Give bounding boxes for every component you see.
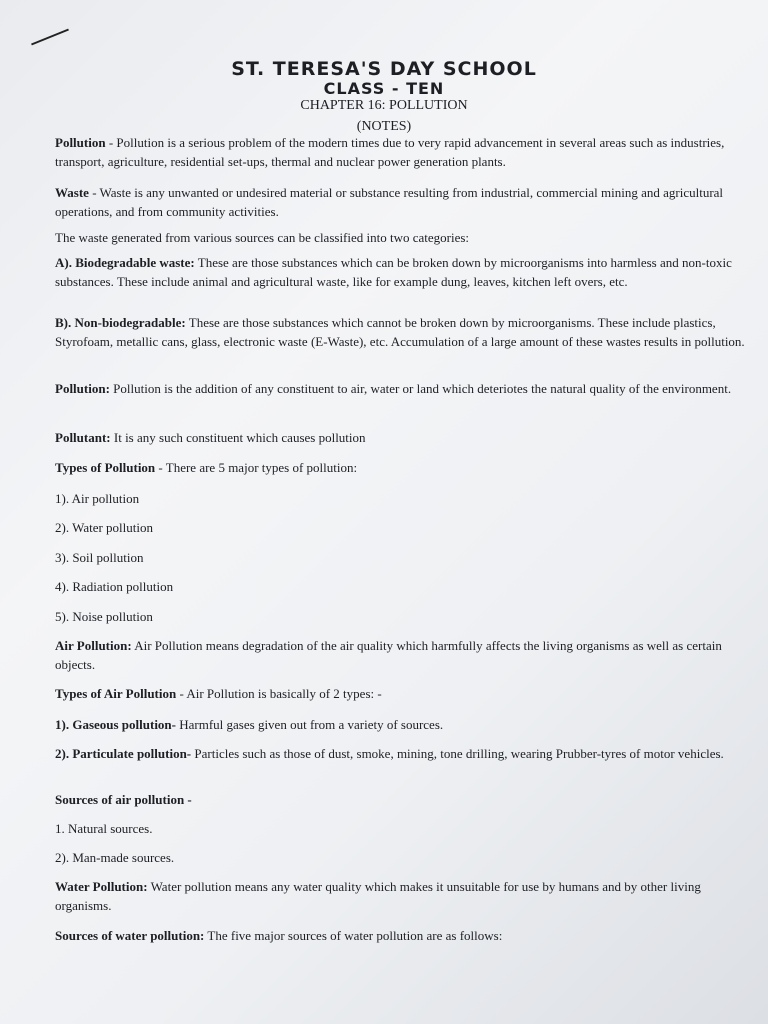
text: - Pollution is a serious problem of the modern times due to very rapid advancement in several areas such as industries, transport, agriculture, residential set-ups, thermal and nuclear power generation plants. (55, 135, 725, 169)
list-item: 2). Man-made sources. (55, 850, 175, 865)
pollutant-definition (55, 428, 750, 447)
text: These are those substances which cannot be broken down by microorganisms. These include plastics, Styrofoam, metallic cans, glass, electronic waste (E-Waste), etc. Accumulation of a large amount of these wastes results in pollution. (55, 315, 745, 349)
list-item: 1). Air pollution (55, 491, 140, 506)
text: Pollution is the addition of any constituent to air, water or land which deteriotes the natural quality of the environment. (109, 381, 732, 396)
air-pollution-paragraph (55, 636, 750, 674)
term: Pollutant: (55, 430, 111, 445)
waste-intro: The waste generated from various sources can be classified into two categories: (55, 230, 470, 245)
non-biodegradable-paragraph (55, 313, 750, 351)
text: - Air Pollution is basically of 2 types: - (176, 686, 382, 701)
term: B). Non-biodegradable: (55, 315, 186, 330)
list-item: 1. Natural sources. (55, 821, 153, 836)
sources-of-water-pollution (55, 926, 750, 945)
term: Air Pollution: (55, 638, 132, 653)
school-name: ST. TERESA'S DAY SCHOOL (231, 58, 537, 80)
chapter-title: CHAPTER 16: POLLUTION (300, 98, 468, 113)
notes-label: (NOTES) (356, 119, 412, 134)
air-pollution-types-heading (55, 684, 750, 703)
particulate-pollution (55, 744, 750, 763)
pollution-definition (55, 133, 750, 171)
term: Pollution (55, 135, 106, 150)
text: These are those substances which can be broken down by microorganisms into harmless and non-toxic substances. These include animal and agricultural waste, like for example dung, leaves, kitchen left overs, etc. (55, 255, 732, 289)
list-item: 2). Water pollution (55, 520, 154, 535)
term: Types of Pollution (55, 460, 156, 475)
class-label: CLASS - TEN (323, 79, 445, 98)
water-pollution-paragraph (55, 877, 750, 915)
text: Particles such as those of dust, smoke, mining, tone drilling, wearing Prubber-tyres of motor vehicles. (191, 746, 724, 761)
gaseous-pollution (55, 715, 750, 734)
term: Waste (55, 185, 89, 200)
waste-definition (55, 183, 750, 221)
pen-mark (31, 29, 69, 46)
list-item: 4). Radiation pollution (55, 579, 174, 594)
text: Air Pollution means degradation of the air quality which harmfully affects the living organisms as well as certain objects. (55, 638, 722, 672)
text: - There are 5 major types of pollution: (155, 460, 358, 475)
term: 2). Particulate pollution- (55, 746, 192, 761)
term: Types of Air Pollution (55, 686, 177, 701)
pollution-definition-2 (55, 379, 750, 398)
list-item: 3). Soil pollution (55, 550, 144, 565)
text: It is any such constituent which causes pollution (110, 430, 366, 445)
text: The five major sources of water pollution are as follows: (204, 928, 503, 943)
text: Harmful gases given out from a variety of sources. (176, 717, 444, 732)
term: Sources of water pollution: (55, 928, 205, 943)
term: Water Pollution: (55, 879, 148, 894)
term: Pollution: (55, 381, 110, 396)
text: Water pollution means any water quality which makes it unsuitable for use by humans and by other living organisms. (55, 879, 701, 913)
term: 1). Gaseous pollution- (55, 717, 176, 732)
types-of-pollution-heading (55, 458, 750, 477)
list-item: 5). Noise pollution (55, 609, 153, 624)
text: - Waste is any unwanted or undesired material or substance resulting from industrial, commercial mining and agricultural operations, and from community activities. (55, 185, 724, 219)
sources-of-air-pollution-heading: Sources of air pollution - (55, 792, 192, 807)
biodegradable-paragraph (55, 253, 750, 291)
term: A). Biodegradable waste: (55, 255, 195, 270)
